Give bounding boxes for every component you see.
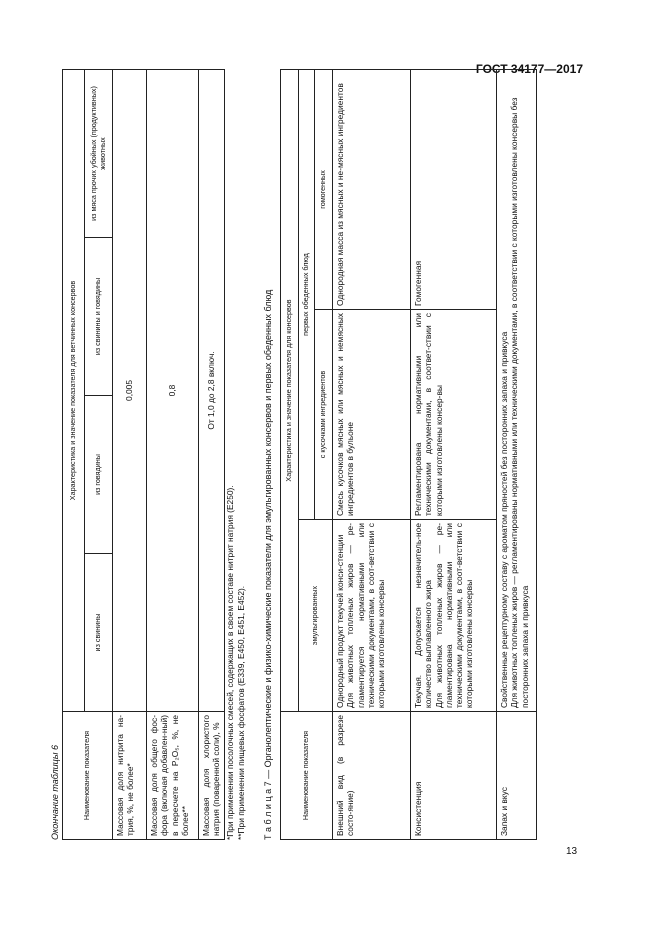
table7-col-first-courses: первых обеденных блюд bbox=[299, 69, 315, 519]
table6-footnote: **При применении пищевых фосфатов (Е339, Е450, Е451, Е452). bbox=[236, 585, 246, 840]
rotated-content bbox=[50, 70, 590, 840]
table6-col-name: Наименование показателя bbox=[63, 712, 113, 840]
table7-cell-homogeneous: Гомогенная bbox=[411, 69, 497, 309]
table7-cell-merged: Свойственные рецептурному составу с ароматом пряностей без посторонних запаха и привкуса Для животных топленых жиров — регламентированы нормативными или техническими документами, в соответствии с которыми изготовлены консервы без посторонних запаха и привкуса bbox=[497, 69, 537, 711]
table6-group-header: Характеристика и значение показателя для ветчинных консервов bbox=[63, 69, 85, 711]
table6-row-value: От 1,0 до 2,8 включ. bbox=[199, 69, 225, 711]
table6-row-value: 0,005 bbox=[113, 69, 147, 711]
table7-row-name: Запах и вкус bbox=[497, 712, 537, 840]
table7-col-emulsified: эмульгированных bbox=[299, 520, 333, 712]
table6-col-beef: из говядины bbox=[85, 396, 113, 554]
table7-caption: Т а б л и ц а 7 — Органолептические и физико-химические показатели для эмульгированных консервов и первых обеденных блюд bbox=[263, 289, 273, 840]
table6-row-name: Массовая доля общего фос-фора (включая добавлен-ный) в пересчете на P₂O₅, %, не более** bbox=[147, 712, 199, 840]
table7-cell-pieces: Смесь кусочков мясных или мясных и немясных ингредиентов в бульоне bbox=[333, 310, 411, 520]
table6-col-other: из мяса прочих убойных (продуктивных) животных bbox=[85, 69, 113, 237]
table6-row-name: Массовая доля хлористого натрия (поваренной соли), % bbox=[199, 712, 225, 840]
table7-col-name: Наименование показателя bbox=[281, 712, 333, 840]
table6-row-value: 0,8 bbox=[147, 69, 199, 711]
table6-col-pork: из свинины bbox=[85, 554, 113, 712]
page-number: 13 bbox=[566, 846, 578, 857]
standard-header: ГОСТ 34177—2017 bbox=[475, 62, 583, 76]
table7-cell-emulsified: Однородный продукт текучей конси-стенции Для животных топленых жиров — ре-гламентируется нормативными или техническими документами, в соот-ветствии с которыми изготовлены консервы bbox=[333, 520, 411, 712]
table6-col-pork-beef: из свинины и говядины bbox=[85, 238, 113, 396]
table6-row-name: Массовая доля нитрита на-трия, %, не более* bbox=[113, 712, 147, 840]
table6-footnote: *При применении посолочных смесей, содержащих в своем составе нитрит натрия (Е250). bbox=[225, 485, 235, 840]
table7 bbox=[280, 69, 537, 840]
table6 bbox=[62, 69, 225, 840]
table7-cell-homogeneous: Однородная масса из мясных и не-мясных ингредиентов bbox=[333, 69, 411, 309]
table7-row-name: Консистенция bbox=[411, 712, 497, 840]
table7-row-name: Внешний вид (в разрезе состо-яние) bbox=[333, 712, 411, 840]
table7-col-homogeneous: гомогенных bbox=[315, 69, 333, 309]
table7-cell-emulsified: Текучая. Допускается незначитель-ное количество выплавленного жира Для животных топленых жиров — ре-гламентирована нормативными или техническими документами, в соот-ветствии с которыми изготовлены консервы bbox=[411, 520, 497, 712]
table7-cell-pieces: Регламентирована нормативными или техническими документами, в соответ-ствии с которыми изготовлены консер-вы bbox=[411, 310, 497, 520]
table7-col-pieces: с кусочками ингредиентов bbox=[315, 310, 333, 520]
table6-continuation: Окончание таблицы 6 bbox=[50, 745, 60, 840]
table7-group-header: Характеристика и значение показателя для консервов bbox=[281, 69, 299, 711]
